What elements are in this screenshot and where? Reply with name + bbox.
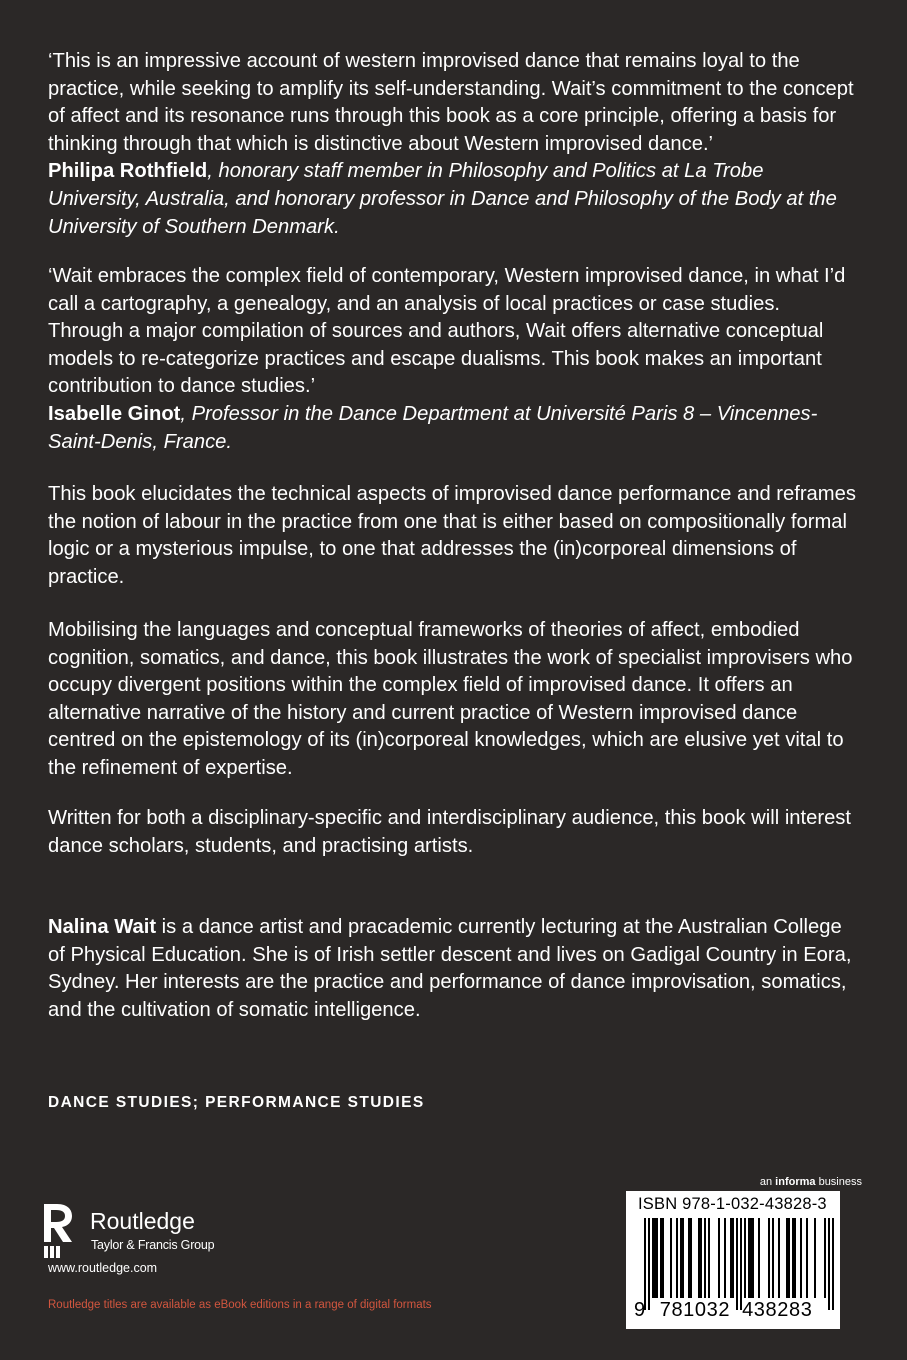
- routledge-logo: [44, 1204, 244, 1260]
- author-bio-body: is a dance artist and pracademic currently lecturing at the Australian College of Physical Education. She is of Irish settler descent and lives on Gadigal Country in Eora, Sydney. Her interests are the practice and performance of dance improvisation, somatics, and the cultivation of somatic intelligence.: [48, 916, 852, 1021]
- barcode-bar: [786, 1218, 788, 1298]
- barcode-bar: [660, 1218, 662, 1298]
- barcode-left-digits: 781032: [659, 1299, 731, 1321]
- informa-brand: informa: [775, 1176, 816, 1188]
- barcode-bar: [680, 1218, 682, 1298]
- barcode-bar: [768, 1218, 770, 1298]
- barcode-bar: [794, 1218, 796, 1298]
- barcode-bar: [688, 1218, 690, 1298]
- barcode-bar: [792, 1218, 794, 1298]
- barcode-bar: [700, 1218, 702, 1298]
- description-paragraph-1: [48, 481, 860, 591]
- author-name: Nalina Wait: [48, 916, 157, 938]
- endorser-affiliation: , honorary staff member in Philosophy and Politics at La Trobe University, Australia, and honorary professor in Dance and Philosophy of the Body at the University of Southern Denmark.: [48, 160, 837, 238]
- endorser-name: Philipa Rothfield: [48, 160, 208, 183]
- isbn-label: ISBN 978-1-032-43828-3: [638, 1195, 827, 1213]
- barcode-bar: [744, 1218, 746, 1298]
- barcode-right-digits: 438283: [742, 1299, 813, 1321]
- endorsement-attribution: [48, 158, 860, 241]
- barcode-bar: [740, 1218, 742, 1310]
- barcode-bar: [724, 1218, 726, 1298]
- barcode-bar: [652, 1218, 654, 1298]
- barcode-bar: [708, 1218, 710, 1298]
- barcode-bar: [698, 1218, 700, 1298]
- barcode-bar: [778, 1218, 780, 1298]
- description-paragraph-3: [48, 805, 860, 860]
- endorsement-quote: ‘Wait embraces the complex field of contemporary, Western improvised dance, in what I’d call a cartography, a genealogy, and an analysis of local practices or case studies. Through a major compilation of sources and authors, Wait offers alternative conceptual models to re-categorize practices and escape dualisms. This book makes an important contribution to dance studies.’: [48, 265, 846, 398]
- barcode-bar: [718, 1218, 720, 1298]
- description-text: Written for both a disciplinary-specific and interdisciplinary audience, this book will interest dance scholars, students, and practising artists.: [48, 807, 852, 857]
- author-bio-text: [48, 914, 860, 1024]
- barcode-bar: [676, 1218, 678, 1298]
- barcode-bar: [800, 1218, 802, 1298]
- barcode-bar: [806, 1218, 808, 1298]
- barcode-bar: [732, 1218, 734, 1298]
- author-bio: [48, 914, 860, 1024]
- barcode-first-digit: 9: [634, 1299, 646, 1321]
- barcode-bar: [670, 1218, 672, 1298]
- informa-prefix: an: [759, 1176, 776, 1188]
- barcode-bar: [772, 1218, 774, 1298]
- informa-suffix: business: [815, 1176, 862, 1188]
- barcode-bar: [704, 1218, 706, 1298]
- barcode-bar: [682, 1218, 684, 1298]
- barcode-bar: [736, 1218, 738, 1310]
- publisher-name: Routledge: [90, 1208, 195, 1234]
- barcode-bar: [662, 1218, 664, 1298]
- barcode-bar: [824, 1218, 826, 1298]
- subject-categories: DANCE STUDIES; PERFORMANCE STUDIES: [48, 1094, 425, 1111]
- barcode-bar: [730, 1218, 732, 1298]
- description-text: Mobilising the languages and conceptual frameworks of theories of affect, embodied cognition, somatics, and dance, this book illustrates the work of specialist improvisers who occupy divergent positions within the complex field of improvised dance. It offers an alternative narrative of the history and current practice of Western improvised dance centred on the epistemology of its (in)corporeal knowledges, which are elusive yet vital to the refinement of expertise.: [48, 619, 853, 779]
- endorsement-ginot: [48, 263, 860, 456]
- barcode-bar: [758, 1218, 760, 1298]
- barcode-bar: [648, 1218, 650, 1310]
- publisher-group: Taylor & Francis Group: [91, 1238, 215, 1252]
- description-text: This book elucidates the technical aspects of improvised dance performance and reframes the notion of labour in the practice from one that is either based on compositionally formal logic or a mysterious impulse, to one that addresses the (in)corporeal dimensions of practice.: [48, 483, 856, 588]
- barcode-bar: [750, 1218, 752, 1298]
- barcode-bar: [690, 1218, 692, 1298]
- endorsement-quote: ‘This is an impressive account of western improvised dance that remains loyal to the practice, while seeking to amplify its self-understanding. Wait’s commitment to the concept of affect and its resonance runs through this book as a core principle, offering a basis for thinking through that which is distinctive about Western improvised dance.’: [48, 50, 854, 155]
- barcode-digits: [634, 1299, 812, 1322]
- barcode-bar: [656, 1218, 658, 1298]
- barcode-bar: [832, 1218, 834, 1310]
- endorsement-rothfield: [48, 48, 860, 241]
- barcode-bar: [788, 1218, 790, 1298]
- endorser-affiliation: , Professor in the Dance Department at Université Paris 8 – Vincennes-Saint-Denis, France.: [48, 402, 818, 453]
- ebook-note: Routledge titles are available as eBook editions in a range of digital formats: [48, 1299, 432, 1311]
- publisher-website: www.routledge.com: [48, 1261, 158, 1275]
- barcode-bar: [752, 1218, 754, 1298]
- barcode-bar: [654, 1218, 656, 1298]
- barcode-bar: [828, 1218, 830, 1310]
- barcode-bar: [644, 1218, 646, 1310]
- informa-business-tag: [760, 1176, 862, 1188]
- description-paragraph-2: [48, 617, 860, 783]
- isbn-barcode: [626, 1191, 840, 1329]
- endorser-name: Isabelle Ginot: [48, 402, 181, 425]
- endorsement-attribution: [48, 401, 860, 456]
- barcode-bar: [814, 1218, 816, 1298]
- routledge-r-icon: [44, 1204, 74, 1258]
- barcode-bar: [748, 1218, 750, 1298]
